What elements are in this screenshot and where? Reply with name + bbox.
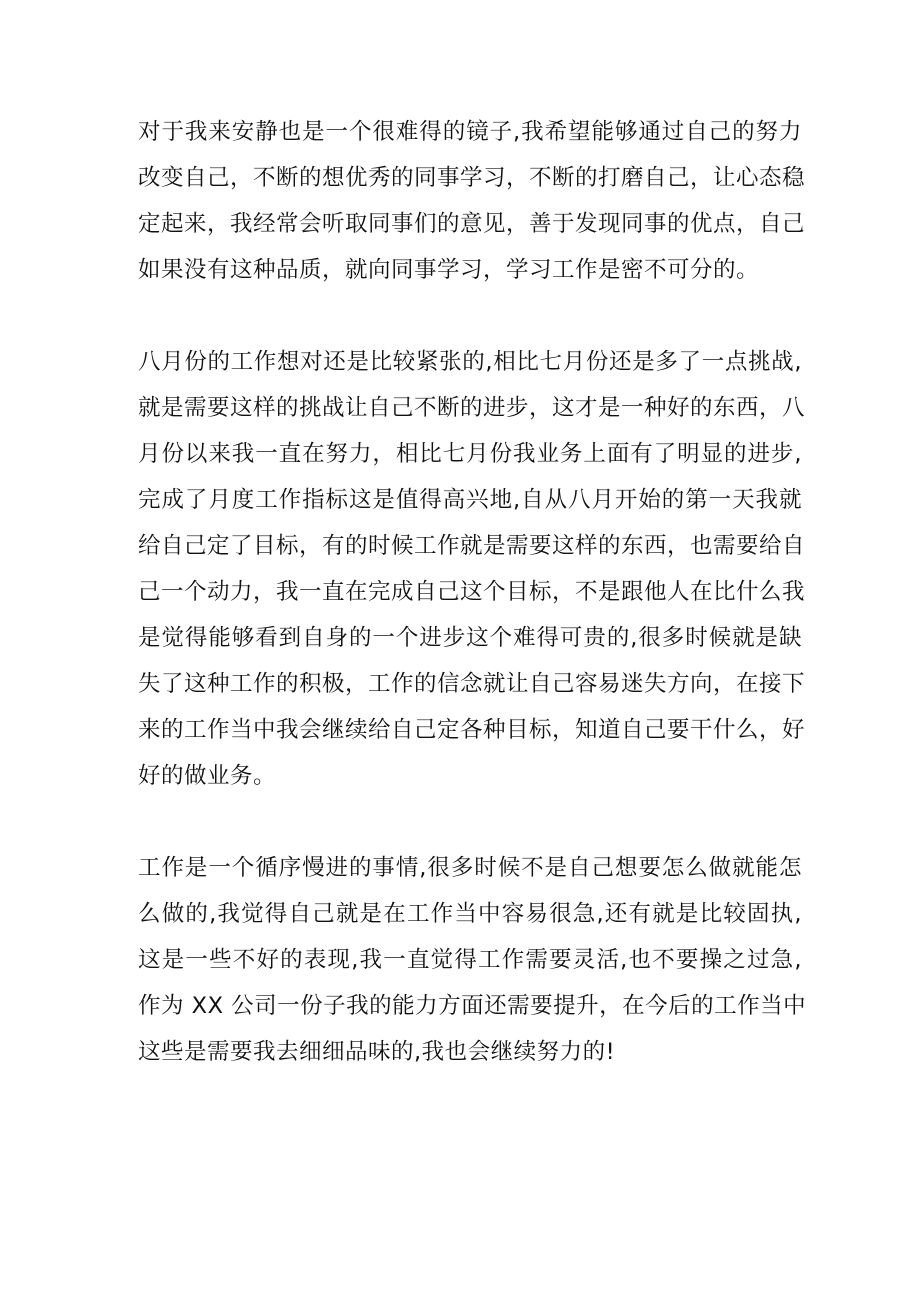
paragraph-line: 己一个动力，我一直在完成自己这个目标，不是跟他人在比什么我: [138, 579, 806, 605]
paragraph-line: 来的工作当中我会继续给自己定各种目标，知道自己要干什么，好: [138, 717, 806, 743]
paragraph-line: 如果没有这种品质，就向同事学习，学习工作是密不可分的。: [138, 257, 760, 283]
paragraph-line: 给自己定了目标，有的时候工作就是需要这样的东西，也需要给自: [138, 533, 806, 559]
paragraph-line: 八月份的工作想对还是比较紧张的,相比七月份还是多了一点挑战,: [138, 349, 802, 375]
paragraph-line: 月份以来我一直在努力，相比七月份我业务上面有了明显的进步,: [138, 441, 802, 467]
paragraph-line: 好的做业务。: [138, 763, 277, 789]
paragraph-1: [138, 109, 806, 293]
paragraph-line: 是觉得能够看到自身的一个进步这个难得可贵的,很多时候就是缺: [138, 625, 802, 651]
paragraph-3: [138, 845, 807, 1075]
paragraph-line: 这是一些不好的表现,我一直觉得工作需要灵活,也不要操之过急,: [138, 947, 802, 973]
paragraph-line: 这些是需要我去细细品味的,我也会继续努力的!: [138, 1039, 616, 1065]
document-body: [138, 109, 807, 1075]
paragraph-line: 对于我来安静也是一个很难得的镜子,我希望能够通过自己的努力: [138, 119, 802, 145]
paragraph-line: 么做的,我觉得自己就是在工作当中容易很急,还有就是比较固执,: [138, 901, 802, 927]
paragraph-line: 改变自己，不断的想优秀的同事学习，不断的打磨自己，让心态稳: [138, 165, 806, 191]
paragraph-line: 就是需要这样的挑战让自己不断的进步，这才是一种好的东西，八: [138, 395, 806, 421]
paragraph-2: [138, 339, 806, 799]
paragraph-line: 工作是一个循序慢进的事情,很多时候不是自己想要怎么做就能怎: [138, 855, 802, 881]
paragraph-line: 定起来，我经常会听取同事们的意见，善于发现同事的优点，自己: [138, 211, 806, 237]
paragraph-line: 完成了月度工作指标这是值得高兴地,自从八月开始的第一天我就: [138, 487, 802, 513]
paragraph-line: 失了这种工作的积极，工作的信念就让自己容易迷失方向，在接下: [138, 671, 806, 697]
paragraph-line: 作为 XX 公司一份子我的能力方面还需要提升，在今后的工作当中: [138, 993, 807, 1019]
